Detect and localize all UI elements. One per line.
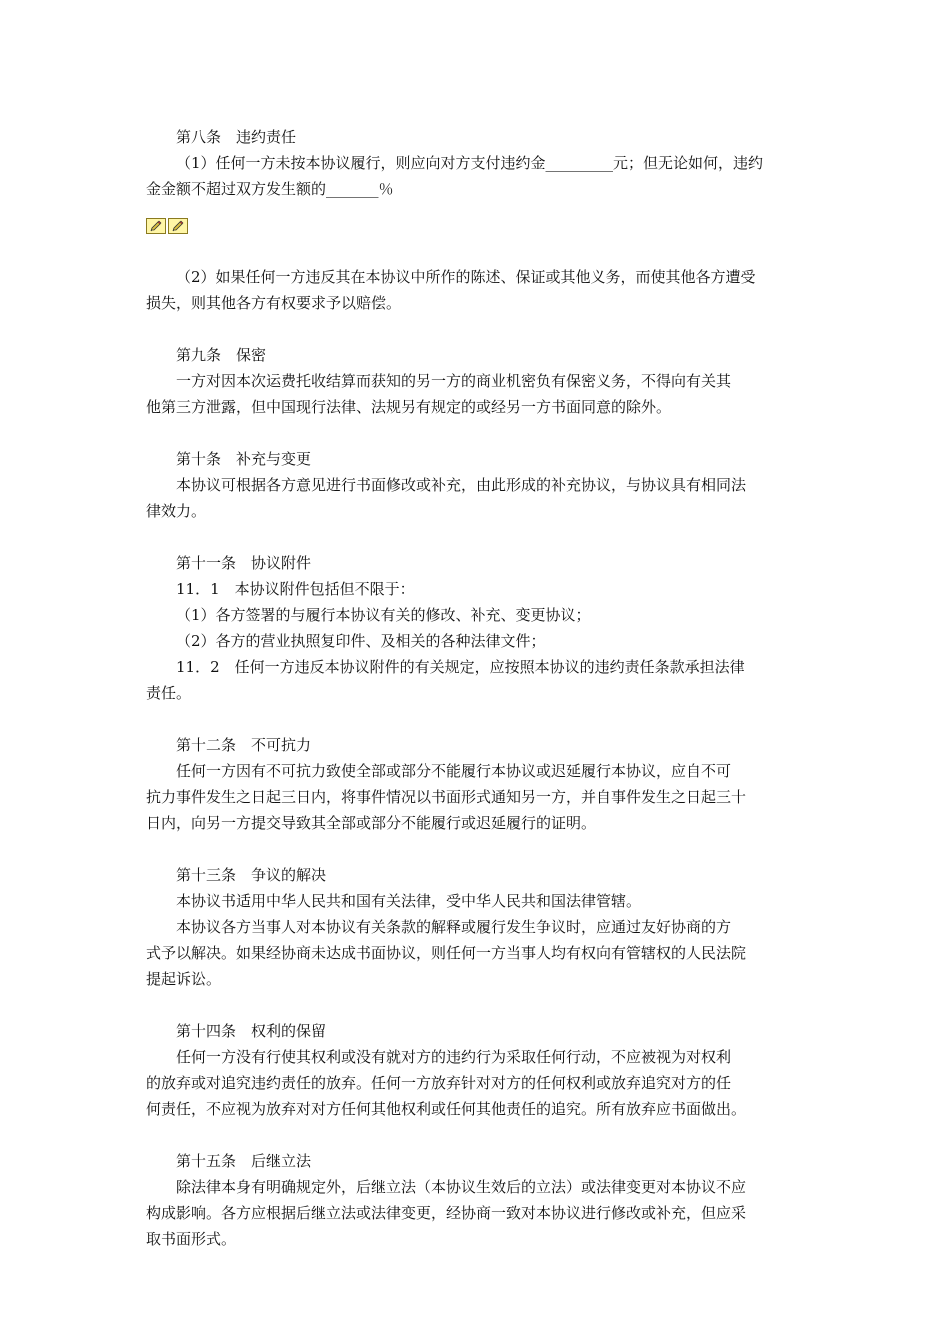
article-8-paragraph-2: （2）如果任何一方违反其在本协议中所作的陈述、保证或其他义务，而使其他各方遭受 xyxy=(176,268,756,286)
article-9-text-cont: 他第三方泄露，但中国现行法律、法规另有规定的或经另一方书面同意的除外。 xyxy=(146,398,672,416)
article-11-item-2: 11．2 任何一方违反本协议附件的有关规定，应按照本协议的违约责任条款承担法律 xyxy=(176,658,745,676)
article-11-item-2-cont: 责任。 xyxy=(146,684,192,702)
article-15-text: 除法律本身有明确规定外，后继立法（本协议生效后的立法）或法律变更对本协议不应 xyxy=(176,1178,747,1196)
pencil-edit-icon[interactable] xyxy=(168,218,188,234)
article-13-text-2-cont-2: 提起诉讼。 xyxy=(146,970,222,988)
edit-icons-toolbar xyxy=(146,218,808,236)
article-15-text-cont-1: 构成影响。各方应根据后继立法或法律变更，经协商一致对本协议进行修改或补充，但应采 xyxy=(146,1204,747,1222)
article-13-text-1: 本协议书适用中华人民共和国有关法律，受中华人民共和国法律管辖。 xyxy=(176,892,642,910)
article-15-title: 第十五条 后继立法 xyxy=(176,1152,312,1170)
article-12-text: 任何一方因有不可抗力致使全部或部分不能履行本协议或迟延履行本协议，应自不可 xyxy=(176,762,732,780)
article-11-title: 第十一条 协议附件 xyxy=(176,554,312,572)
article-13-text-2: 本协议各方当事人对本协议有关条款的解释或履行发生争议时，应通过友好协商的方 xyxy=(176,918,732,936)
article-10-text: 本协议可根据各方意见进行书面修改或补充，由此形成的补充协议，与协议具有相同法 xyxy=(176,476,747,494)
article-9-text: 一方对因本次运费托收结算而获知的另一方的商业机密负有保密义务，不得向有关其 xyxy=(176,372,732,390)
article-10-text-cont: 律效力。 xyxy=(146,502,207,520)
article-8-paragraph-2-cont: 损失，则其他各方有权要求予以赔偿。 xyxy=(146,294,402,312)
article-11-item-1-sub-2: （2）各方的营业执照复印件、及相关的各种法律文件； xyxy=(176,632,546,650)
article-8-title: 第八条 违约责任 xyxy=(176,128,297,146)
article-11-item-1-sub-1: （1）各方签署的与履行本协议有关的修改、补充、变更协议； xyxy=(176,606,591,624)
article-9-title: 第九条 保密 xyxy=(176,346,267,364)
article-14-text-cont-1: 的放弃或对追究违约责任的放弃。任何一方放弃针对对方的任何权利或放弃追究对方的任 xyxy=(146,1074,732,1092)
article-14-text-cont-2: 何责任，不应视为放弃对对方任何其他权利或任何其他责任的追究。所有放弃应书面做出。 xyxy=(146,1100,747,1118)
document-body xyxy=(146,124,808,1252)
article-12-title: 第十二条 不可抗力 xyxy=(176,736,312,754)
article-11-item-1: 11．1 本协议附件包括但不限于： xyxy=(176,580,415,598)
article-15-text-cont-2: 取书面形式。 xyxy=(146,1230,237,1248)
article-13-title: 第十三条 争议的解决 xyxy=(176,866,327,884)
article-8-paragraph-1: （1）任何一方未按本协议履行，则应向对方支付违约金_________元；但无论如何，违约 xyxy=(176,154,764,172)
article-13-text-2-cont-1: 式予以解决。如果经协商未达成书面协议，则任何一方当事人均有权向有管辖权的人民法院 xyxy=(146,944,747,962)
article-8-paragraph-1-cont: 金金额不超过双方发生额的_______％ xyxy=(146,180,394,198)
article-10-title: 第十条 补充与变更 xyxy=(176,450,312,468)
pencil-edit-icon[interactable] xyxy=(146,218,166,234)
article-12-text-cont-1: 抗力事件发生之日起三日内，将事件情况以书面形式通知另一方，并自事件发生之日起三十 xyxy=(146,788,747,806)
article-14-title: 第十四条 权利的保留 xyxy=(176,1022,327,1040)
article-12-text-cont-2: 日内，向另一方提交导致其全部或部分不能履行或迟延履行的证明。 xyxy=(146,814,597,832)
article-14-text: 任何一方没有行使其权利或没有就对方的违约行为采取任何行动，不应被视为对权利 xyxy=(176,1048,732,1066)
